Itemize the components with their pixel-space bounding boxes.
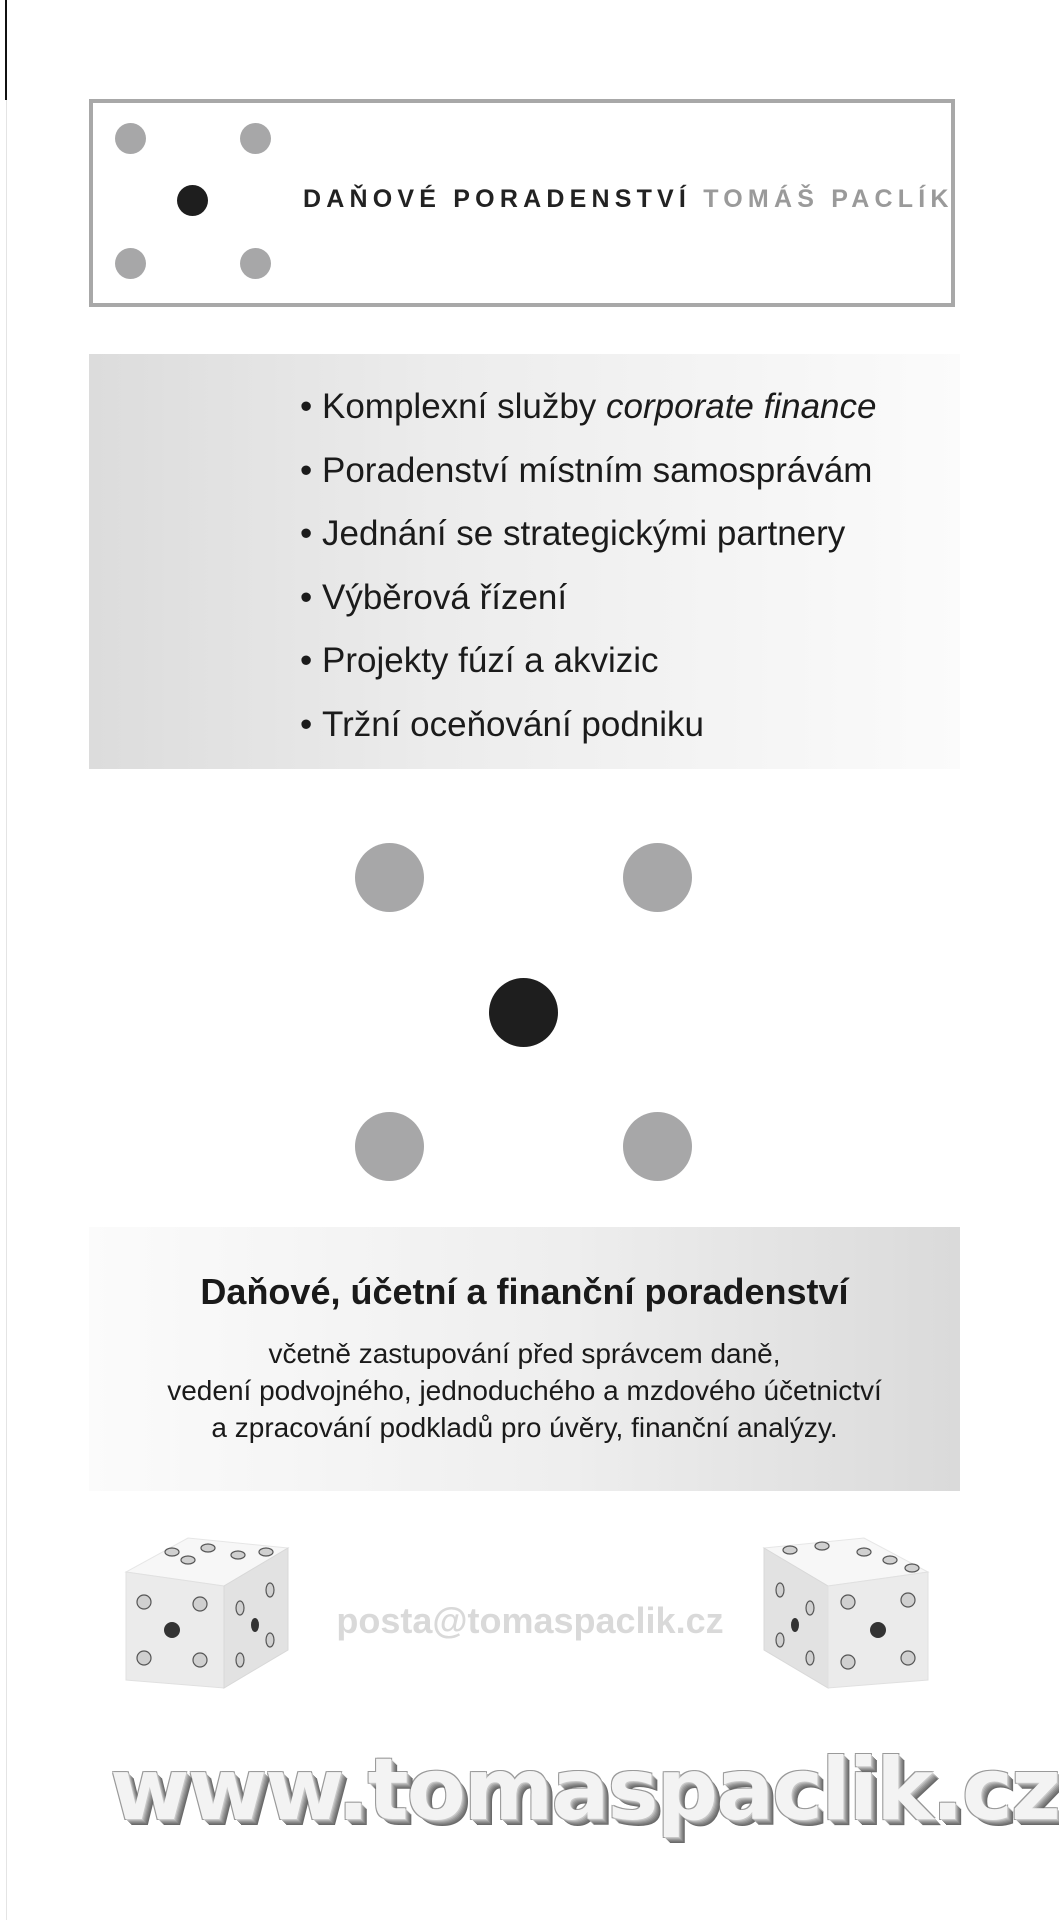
left-edge-line: [5, 0, 7, 100]
tax-panel: [89, 1227, 960, 1491]
bullet: •: [300, 641, 313, 681]
tax-line: a zpracování podkladů pro úvěry, finanční analýzy.: [211, 1412, 838, 1443]
dice-icon-left: [120, 1530, 292, 1690]
tax-line: včetně zastupování před správcem daně,: [268, 1338, 781, 1369]
services-list: [300, 375, 876, 757]
website-url[interactable]: [110, 1740, 1059, 1840]
big-dot-gray: [623, 1112, 692, 1181]
big-dot-black: [489, 978, 558, 1047]
bullet: •: [300, 514, 313, 554]
logo-dot-gray: [240, 248, 271, 279]
service-item-text: Projekty fúzí a akvizic: [322, 641, 659, 681]
service-item: [300, 629, 876, 693]
service-item: [300, 375, 876, 439]
big-dot-gray: [355, 843, 424, 912]
tax-line: vedení podvojného, jednoduchého a mzdového účetnictví: [167, 1375, 882, 1406]
header-title-main: DAŇOVÉ PORADENSTVÍ: [303, 185, 692, 213]
bullet: •: [300, 577, 313, 617]
service-item-text: Výběrová řízení: [322, 577, 568, 617]
bullet: •: [300, 450, 313, 490]
big-dot-gray: [623, 843, 692, 912]
logo-dot-gray: [115, 123, 146, 154]
service-item-text: Komplexní služby: [322, 387, 607, 426]
dice-icon-right: [760, 1530, 932, 1690]
header-title: [303, 185, 954, 214]
service-item: [300, 693, 876, 757]
big-dot-gray: [355, 1112, 424, 1181]
header-title-name: TOMÁŠ PACLÍK: [703, 185, 954, 213]
service-item-text: Tržní oceňování podniku: [322, 704, 704, 744]
service-item: [300, 502, 876, 566]
website-url-text[interactable]: www.tomaspaclik.cz: [110, 1740, 1059, 1840]
service-item-italic: corporate finance: [606, 387, 877, 426]
header-box: [89, 99, 955, 307]
logo-dot-gray: [115, 248, 146, 279]
tax-description: [89, 1335, 960, 1446]
service-item-text: Jednání se strategickými partnery: [322, 514, 846, 554]
logo-dot-black: [177, 185, 208, 216]
service-item: [300, 566, 876, 630]
bullet: •: [300, 387, 313, 426]
email-address[interactable]: posta@tomaspaclik.cz: [336, 1600, 724, 1641]
service-item: [300, 439, 876, 503]
bullet: •: [300, 704, 313, 744]
tax-title: Daňové, účetní a finanční poradenství: [200, 1271, 849, 1312]
left-edge-guide: [6, 100, 7, 1920]
logo-dot-gray: [240, 123, 271, 154]
service-item-text: Poradenství místním samosprávám: [322, 450, 873, 490]
